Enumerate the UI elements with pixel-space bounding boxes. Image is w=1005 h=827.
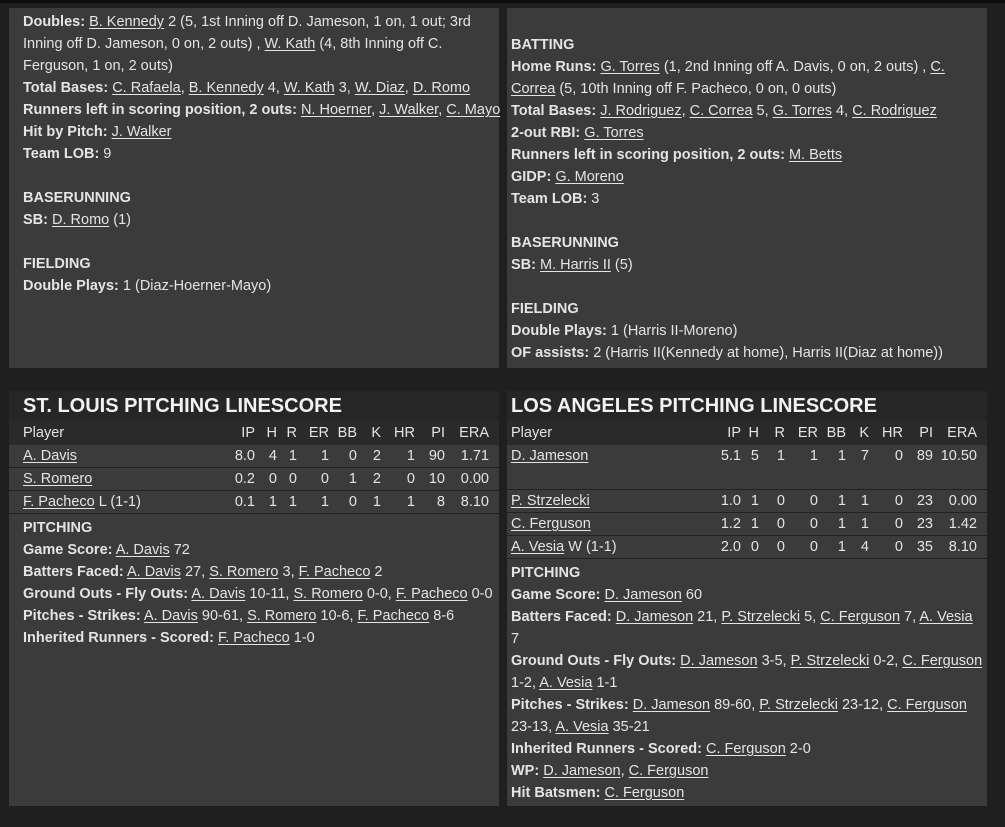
- player-link[interactable]: S. Romero: [247, 608, 317, 624]
- cell-k: 1: [860, 516, 869, 532]
- la-lob: [511, 188, 983, 210]
- stl-inherited: [23, 627, 495, 649]
- stat-text: 3,: [278, 564, 299, 580]
- stat-text: ,: [620, 763, 629, 779]
- player-link[interactable]: J. Walker: [379, 102, 439, 118]
- table-header: [9, 421, 499, 445]
- player-link[interactable]: C. Mayo: [446, 102, 501, 118]
- cell-k: 7: [860, 448, 869, 464]
- col-hr: HR: [394, 425, 415, 441]
- stat-text: 2-0: [785, 741, 811, 757]
- player-link[interactable]: C. Ferguson: [604, 785, 685, 801]
- stat-text: 8-6: [429, 608, 455, 624]
- player-link[interactable]: G. Moreno: [555, 169, 624, 185]
- baserunning-heading: BASERUNNING: [23, 190, 131, 206]
- player-link[interactable]: A. Vesia: [539, 675, 593, 691]
- go-fo-label: Ground Outs - Fly Outs:: [511, 653, 677, 669]
- stat-text: 0-2,: [869, 653, 903, 669]
- player-link[interactable]: P. Strzelecki: [790, 653, 870, 669]
- lob-label: Team LOB:: [23, 146, 100, 162]
- stat-text: 72: [169, 542, 190, 558]
- player-link[interactable]: M. Harris II: [540, 257, 611, 273]
- la-2out-rbi: [511, 122, 983, 144]
- la-game-score: [511, 584, 983, 606]
- cell-ip: 8.0: [234, 448, 255, 464]
- player-link[interactable]: A. Davis: [143, 608, 198, 624]
- risp-label: Runners left in scoring position, 2 outs:: [23, 102, 297, 118]
- stl-doubles-label: Doubles:: [23, 14, 86, 30]
- cell-era: 0.00: [460, 471, 489, 487]
- cell-pi: 35: [916, 539, 933, 555]
- double-plays-label: Double Plays:: [511, 323, 607, 339]
- batting-heading: BATTING: [511, 37, 575, 53]
- stat-text: 5,: [800, 609, 821, 625]
- stl-risp: [23, 99, 501, 121]
- cell-k: 1: [860, 493, 869, 509]
- col-player: Player: [23, 425, 65, 441]
- player-link[interactable]: B. Kennedy: [89, 14, 165, 30]
- la-double-plays: [511, 320, 983, 342]
- stat-text: 4,: [263, 80, 284, 96]
- cell-ip: 5.1: [720, 448, 741, 464]
- stl-total-bases: [23, 77, 495, 99]
- la-go-fo: [511, 650, 983, 694]
- stat-text: 1-2,: [511, 675, 540, 691]
- stat-text: 23-12,: [837, 697, 888, 713]
- player-link[interactable]: D. Jameson: [680, 653, 758, 669]
- decision-note: L (1-1): [94, 494, 141, 510]
- col-pi: PI: [919, 425, 933, 441]
- stat-text: 89-60,: [710, 697, 760, 713]
- player-link[interactable]: C. Rafaela: [112, 80, 181, 96]
- player-link[interactable]: A. Davis: [115, 542, 170, 558]
- stl-double-plays: [23, 275, 495, 297]
- player-link[interactable]: N. Hoerner: [300, 102, 372, 118]
- cell-era: 0.00: [948, 493, 977, 509]
- cell-bb: 1: [837, 448, 846, 464]
- stat-text: (5): [610, 257, 633, 273]
- player-link[interactable]: D. Jameson: [604, 587, 682, 603]
- player-link[interactable]: C. Correa: [689, 103, 753, 119]
- cell-h: 1: [750, 516, 759, 532]
- decision-note: W (1-1): [564, 539, 617, 555]
- stl-sb: [23, 209, 495, 231]
- player-link[interactable]: W. Kath: [283, 80, 335, 96]
- cell-er: 0: [809, 516, 818, 532]
- player-link[interactable]: D. Jameson: [511, 448, 589, 464]
- doubles-detail: 2 (5, 1st Inning off D. Jameson, 1 on, 1 out; 3rd: [164, 14, 471, 30]
- cell-hr: 0: [894, 516, 903, 532]
- cell-k: 2: [372, 448, 381, 464]
- cell-r: 1: [288, 494, 297, 510]
- stl-batters-faced: [23, 561, 495, 583]
- cell-hr: 0: [894, 493, 903, 509]
- cell-hr: 0: [894, 539, 903, 555]
- la-pitches-strikes: [511, 694, 983, 738]
- game-score-label: Game Score:: [23, 542, 113, 558]
- fielding-heading: FIELDING: [511, 301, 579, 317]
- cell-r: 0: [776, 493, 785, 509]
- doubles-detail: Inning off D. Jameson, 0 on, 2 outs) ,: [23, 36, 265, 52]
- pitches-label: Pitches - Strikes:: [511, 697, 629, 713]
- col-er: ER: [308, 425, 329, 441]
- cell-pi: 10: [428, 471, 445, 487]
- stat-text: ,: [180, 80, 189, 96]
- cell-bb: 1: [837, 539, 846, 555]
- player-link[interactable]: B. Kennedy: [188, 80, 264, 96]
- home-runs-label: Home Runs:: [511, 59, 597, 75]
- stl-game-score: [23, 539, 495, 561]
- stat-text: 60: [681, 587, 703, 603]
- stat-text: 23-13,: [511, 719, 556, 735]
- table-row: [507, 445, 987, 490]
- col-player: Player: [511, 425, 553, 441]
- gidp-label: GIDP:: [511, 169, 552, 185]
- hbp-label: Hit by Pitch:: [23, 124, 108, 140]
- player-link[interactable]: A. Vesia: [919, 609, 973, 625]
- col-h: H: [266, 425, 277, 441]
- batters-faced-label: Batters Faced:: [511, 609, 612, 625]
- pitching-heading: PITCHING: [511, 565, 581, 581]
- cell-ip: 0.2: [234, 471, 255, 487]
- cell-er: 0: [809, 493, 818, 509]
- doubles-detail: Ferguson, 1 on, 2 outs): [23, 58, 173, 74]
- table-row: [507, 513, 987, 536]
- col-ip: IP: [241, 425, 255, 441]
- stat-text: ,: [438, 102, 447, 118]
- player-link[interactable]: M. Betts: [788, 147, 843, 163]
- baserunning-heading: BASERUNNING: [511, 235, 619, 251]
- stl-pitching-panel: [9, 391, 499, 806]
- cell-k: 1: [372, 494, 381, 510]
- stat-text: 3-5,: [757, 653, 791, 669]
- player-link[interactable]: S. Romero: [209, 564, 279, 580]
- cell-era: 1.42: [948, 516, 977, 532]
- stl-pitches-strikes: [23, 605, 495, 627]
- player-link[interactable]: F. Pacheco: [298, 564, 371, 580]
- cell-era: 8.10: [948, 539, 977, 555]
- la-sb: [511, 254, 983, 276]
- player-link[interactable]: G. Torres: [772, 103, 833, 119]
- top-divider: [0, 0, 1005, 3]
- cell-bb: 0: [348, 494, 357, 510]
- cell-r: 1: [288, 448, 297, 464]
- cell-er: 0: [320, 471, 329, 487]
- player-link[interactable]: J. Rodriguez: [600, 103, 682, 119]
- stat-text: (1): [109, 212, 131, 228]
- stat-text: ,: [404, 80, 413, 96]
- stl-batting-panel: [9, 8, 499, 368]
- stat-text: 7: [511, 631, 520, 647]
- player-link[interactable]: W. Diaz: [354, 80, 405, 96]
- cell-r: 0: [288, 471, 297, 487]
- player-link[interactable]: A. Davis: [23, 448, 77, 464]
- player-link[interactable]: A. Vesia: [511, 539, 565, 555]
- table-row: [9, 445, 499, 468]
- total-bases-label: Total Bases:: [23, 80, 109, 96]
- col-k: K: [859, 425, 869, 441]
- la-home-runs: [511, 56, 983, 100]
- cell-ip: 1.2: [720, 516, 741, 532]
- sb-label: SB:: [23, 212, 48, 228]
- stl-hbp: [23, 121, 495, 143]
- player-link[interactable]: D. Jameson: [543, 763, 621, 779]
- la-risp: [511, 144, 983, 166]
- la-inherited: [511, 738, 983, 760]
- player-link[interactable]: A. Vesia: [555, 719, 609, 735]
- player-link[interactable]: Correa: [511, 81, 556, 97]
- col-bb: BB: [337, 425, 357, 441]
- of-assists-value: 2 (Harris II(Kennedy at home), Harris II(Diaz at home)): [589, 345, 943, 361]
- risp-label: Runners left in scoring position, 2 outs:: [511, 147, 785, 163]
- cell-ip: 1.0: [720, 493, 741, 509]
- player-link[interactable]: F. Pacheco: [23, 494, 95, 510]
- player-link[interactable]: P. Strzelecki: [511, 493, 590, 509]
- batters-faced-label: Batters Faced:: [23, 564, 124, 580]
- player-link[interactable]: F. Pacheco: [217, 630, 290, 646]
- cell-ip: 2.0: [720, 539, 741, 555]
- cell-r: 1: [776, 448, 785, 464]
- la-pitching-panel: [507, 391, 987, 806]
- stat-text: 35-21: [608, 719, 650, 735]
- player-link[interactable]: G. Torres: [600, 59, 660, 75]
- table-row: [9, 468, 499, 491]
- stat-text: 5,: [752, 103, 773, 119]
- cell-bb: 0: [348, 448, 357, 464]
- cell-h: 4: [268, 448, 277, 464]
- player-link[interactable]: A. Davis: [126, 564, 181, 580]
- stat-text: ,: [681, 103, 690, 119]
- pitches-label: Pitches - Strikes:: [23, 608, 141, 624]
- stat-text: 10-11,: [245, 586, 294, 602]
- cell-k: 4: [860, 539, 869, 555]
- player-link[interactable]: F. Pacheco: [357, 608, 430, 624]
- stat-text: 7,: [900, 609, 920, 625]
- stl-go-fo: [23, 583, 495, 605]
- cell-er: 1: [320, 494, 329, 510]
- stat-text: 21,: [693, 609, 722, 625]
- cell-bb: 1: [837, 493, 846, 509]
- player-link[interactable]: C. Ferguson: [705, 741, 786, 757]
- cell-hr: 0: [894, 448, 903, 464]
- double-plays-label: Double Plays:: [23, 278, 119, 294]
- fielding-heading: FIELDING: [23, 256, 91, 272]
- cell-pi: 89: [916, 448, 933, 464]
- lob-label: Team LOB:: [511, 191, 588, 207]
- inherited-label: Inherited Runners - Scored:: [511, 741, 702, 757]
- cell-pi: 90: [428, 448, 445, 464]
- table-row: [507, 490, 987, 513]
- player-link[interactable]: D. Jameson: [615, 609, 694, 625]
- player-link[interactable]: D. Romo: [52, 212, 110, 228]
- player-link[interactable]: D. Romo: [412, 80, 471, 96]
- player-link[interactable]: A. Davis: [191, 586, 246, 602]
- cell-er: 0: [809, 539, 818, 555]
- player-link[interactable]: P. Strzelecki: [721, 609, 801, 625]
- stat-text: 4,: [832, 103, 853, 119]
- cell-h: 1: [750, 493, 759, 509]
- cell-bb: 1: [837, 516, 846, 532]
- col-era: ERA: [459, 425, 489, 441]
- col-h: H: [748, 425, 759, 441]
- cell-ip: 0.1: [234, 494, 255, 510]
- go-fo-label: Ground Outs - Fly Outs:: [23, 586, 189, 602]
- stl-doubles: [23, 11, 495, 77]
- player-link[interactable]: P. Strzelecki: [759, 697, 838, 713]
- player-link[interactable]: C.: [930, 59, 945, 75]
- total-bases-label: Total Bases:: [511, 103, 597, 119]
- stat-text: ,: [371, 102, 380, 118]
- cell-h: 0: [750, 539, 759, 555]
- cell-pi: 23: [916, 516, 933, 532]
- stat-text: 1-0: [289, 630, 315, 646]
- col-k: K: [371, 425, 381, 441]
- cell-pi: 23: [916, 493, 933, 509]
- stat-text: 90-61,: [197, 608, 248, 624]
- player-link[interactable]: C. Rodriguez: [852, 103, 937, 119]
- wp-label: WP:: [511, 763, 540, 779]
- col-hr: HR: [882, 425, 903, 441]
- player-link[interactable]: C. Ferguson: [887, 697, 967, 713]
- hit-batsmen-label: Hit Batsmen:: [511, 785, 601, 801]
- col-era: ERA: [947, 425, 977, 441]
- double-plays-value: 1 (Diaz-Hoerner-Mayo): [118, 278, 272, 294]
- col-r: R: [286, 425, 297, 441]
- cell-h: 5: [750, 448, 759, 464]
- table-header: [507, 421, 987, 445]
- stat-text: 2: [370, 564, 383, 580]
- of-assists-label: OF assists:: [511, 345, 590, 361]
- cell-bb: 1: [348, 471, 357, 487]
- lob-value: 3: [587, 191, 600, 207]
- stat-text: 0-0: [467, 586, 493, 602]
- la-of-assists: [511, 342, 983, 364]
- pitching-heading: PITCHING: [23, 520, 93, 536]
- cell-pi: 8: [436, 494, 445, 510]
- player-link[interactable]: C. Ferguson: [902, 653, 983, 669]
- player-link[interactable]: J. Walker: [111, 124, 172, 140]
- player-link[interactable]: F. Pacheco: [395, 586, 468, 602]
- sb-label: SB:: [511, 257, 536, 273]
- cell-er: 1: [320, 448, 329, 464]
- col-er: ER: [797, 425, 818, 441]
- la-hit-batsmen: [511, 782, 983, 804]
- player-link[interactable]: S. Romero: [293, 586, 363, 602]
- la-total-bases: [511, 100, 983, 122]
- player-link[interactable]: G. Torres: [584, 125, 644, 141]
- double-plays-value: 1 (Harris II-Moreno): [606, 323, 738, 339]
- cell-hr: 1: [406, 448, 415, 464]
- cell-r: 0: [776, 516, 785, 532]
- col-pi: PI: [431, 425, 445, 441]
- table-row: [9, 491, 499, 514]
- cell-era: 1.71: [460, 448, 489, 464]
- la-batters-faced: [511, 606, 983, 650]
- stat-text: 1-1: [592, 675, 618, 691]
- player-link[interactable]: D. Jameson: [632, 697, 711, 713]
- stat-text: 3,: [334, 80, 355, 96]
- cell-h: 0: [268, 471, 277, 487]
- cell-r: 0: [776, 539, 785, 555]
- stat-text: 10-6,: [316, 608, 358, 624]
- la-wp: [511, 760, 983, 782]
- la-gidp: [511, 166, 983, 188]
- player-link[interactable]: S. Romero: [23, 471, 93, 487]
- col-r: R: [774, 425, 785, 441]
- doubles-detail: (4, 8th Inning off C.: [315, 36, 443, 52]
- table-row: [507, 536, 987, 559]
- cell-era: 8.10: [460, 494, 489, 510]
- stat-text: (1, 2nd Inning off A. Davis, 0 on, 2 outs) ,: [659, 59, 931, 75]
- la-batting-panel: [507, 8, 987, 368]
- stat-text: 0-0,: [362, 586, 396, 602]
- game-score-label: Game Score:: [511, 587, 601, 603]
- cell-h: 1: [268, 494, 277, 510]
- inherited-label: Inherited Runners - Scored:: [23, 630, 214, 646]
- col-bb: BB: [826, 425, 846, 441]
- cell-hr: 1: [406, 494, 415, 510]
- col-ip: IP: [727, 425, 741, 441]
- cell-er: 1: [809, 448, 818, 464]
- stl-pitching-title: ST. LOUIS PITCHING LINESCORE: [9, 391, 499, 421]
- cell-k: 2: [372, 471, 381, 487]
- lob-value: 9: [99, 146, 112, 162]
- rbi2-label: 2-out RBI:: [511, 125, 581, 141]
- player-link[interactable]: C. Ferguson: [628, 763, 709, 779]
- stat-text: (5, 10th Inning off F. Pacheco, 0 on, 0 outs): [555, 81, 837, 97]
- stl-lob: [23, 143, 495, 165]
- player-link[interactable]: W. Kath: [264, 36, 316, 52]
- stat-text: 27,: [180, 564, 210, 580]
- player-link[interactable]: C. Ferguson: [820, 609, 901, 625]
- player-link[interactable]: C. Ferguson: [511, 516, 591, 532]
- cell-hr: 0: [406, 471, 415, 487]
- cell-era: 10.50: [940, 448, 977, 464]
- la-pitching-title: LOS ANGELES PITCHING LINESCORE: [507, 391, 987, 421]
